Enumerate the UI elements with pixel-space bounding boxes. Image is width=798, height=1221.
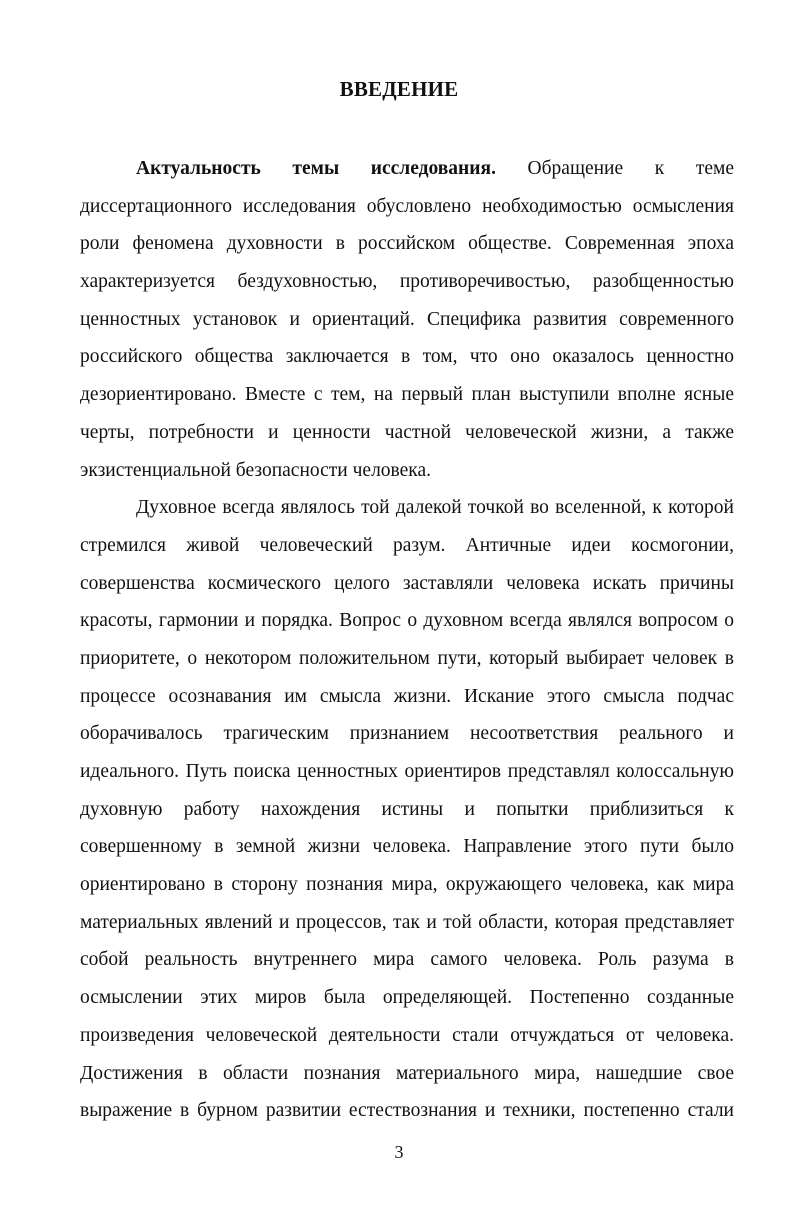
document-body (80, 150, 734, 1130)
text-line-tail: Обращение к теме (527, 158, 734, 179)
text-line: совершенному в земной жизни человека. Направление этого пути было (80, 836, 734, 858)
text-line: собой реальность внутреннего мира самого человека. Роль разума в (80, 949, 734, 971)
paragraph-lead: Актуальность темы исследования. (136, 158, 496, 179)
text-line: черты, потребности и ценности частной человеческой жизни, а также (80, 421, 734, 443)
text-line: выражение в бурном развитии естествознания и техники, постепенно стали (80, 1100, 734, 1122)
text-line: Достижения в области познания материального мира, нашедшие свое (80, 1062, 734, 1084)
text-line: диссертационного исследования обусловлено необходимостью осмысления (80, 195, 734, 217)
text-line: приоритете, о некотором положительном пути, который выбирает человек в (80, 647, 734, 669)
text-line: роли феномена духовности в российском обществе. Современная эпоха (80, 233, 734, 255)
paragraph-spiritual (80, 489, 734, 1130)
text-line: осмыслении этих миров была определяющей. Постепенно созданные (80, 987, 734, 1009)
text-line: духовную работу нахождения истины и попытки приблизиться к (80, 798, 734, 820)
text-line: Духовное всегда являлось той далекой точкой во вселенной, к которой (136, 497, 734, 519)
page-number: 3 (394, 1142, 404, 1162)
text-line: экзистенциальной безопасности человека. (80, 459, 432, 481)
text-line: стремился живой человеческий разум. Античные идеи космогонии, (80, 534, 734, 556)
text-line: российского общества заключается в том, что оно оказалось ценностно (80, 346, 734, 368)
text-line: материальных явлений и процессов, так и той области, которая представляет (80, 911, 734, 933)
text-line: ориентировано в сторону познания мира, окружающего человека, как мира (80, 874, 734, 896)
text-line: идеального. Путь поиска ценностных ориентиров представлял колоссальную (80, 761, 734, 782)
text-line: ценностных установок и ориентаций. Специфика развития современного (80, 308, 734, 330)
text-line: процессе осознавания им смысла жизни. Искание этого смысла подчас (80, 685, 734, 707)
page-title: ВВЕДЕНИЕ (339, 77, 459, 101)
text-line: дезориентировано. Вместе с тем, на первый план выступили вполне ясные (80, 384, 734, 406)
text-line: оборачивалось трагическим признанием несоответствия реального и (80, 723, 734, 745)
text-line: совершенства космического целого заставляли человека искать причины (80, 572, 734, 594)
text-line: характеризуется бездуховностью, противоречивостью, разобщенностью (80, 271, 734, 293)
text-line (80, 150, 734, 188)
paragraph-relevance (80, 150, 734, 489)
text-line: произведения человеческой деятельности стали отчуждаться от человека. (80, 1024, 734, 1046)
text-line: красоты, гармонии и порядка. Вопрос о духовном всегда являлся вопросом о (80, 610, 734, 632)
